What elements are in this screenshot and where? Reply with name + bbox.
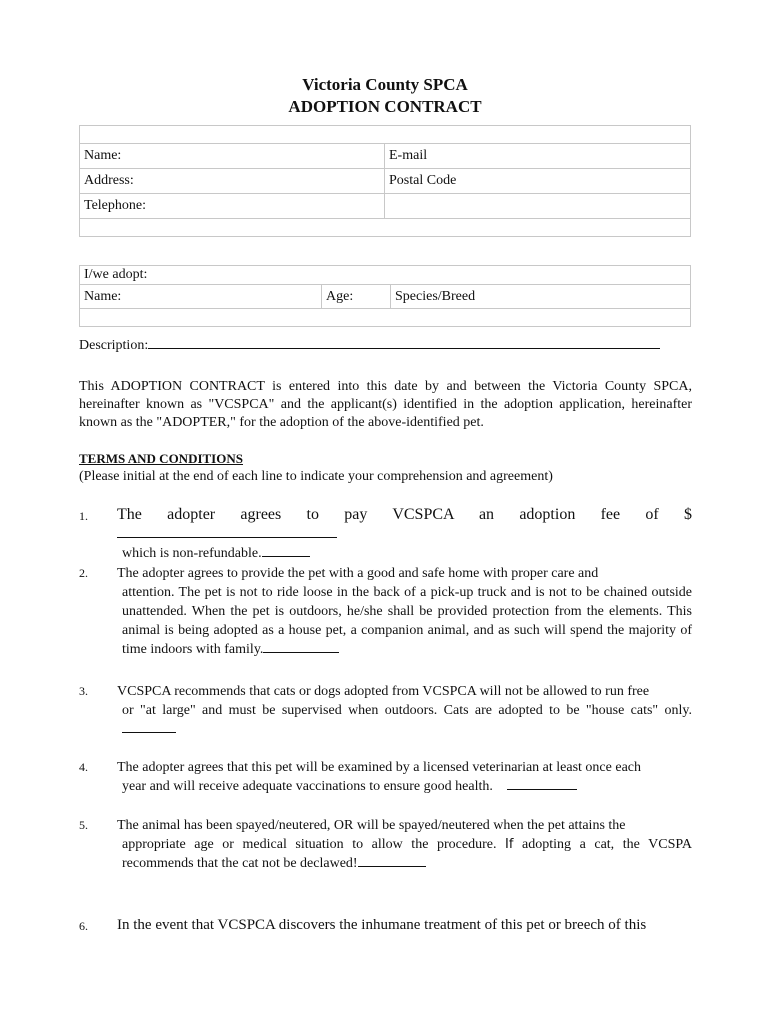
table-bottom-spacer <box>80 219 691 237</box>
initial-blank[interactable] <box>358 866 426 867</box>
applicant-address-field[interactable] <box>80 169 385 194</box>
initial-blank[interactable] <box>262 556 310 557</box>
terms-instruction: (Please initial at the end of each line to indicate your comprehension and agreement) <box>79 469 553 484</box>
term-item <box>79 682 692 739</box>
postal-code-label: Postal Code <box>389 173 457 188</box>
term-text: In the event that VCSPCA discovers the inhumane treatment of this pet or breech of this <box>117 917 647 933</box>
term-item <box>79 564 692 659</box>
name-label: Name: <box>84 148 122 163</box>
term-number: 4. <box>79 760 88 774</box>
initial-blank[interactable] <box>507 789 577 790</box>
pet-name-label: Name: <box>84 288 122 304</box>
term-number: 6. <box>79 919 88 933</box>
term-text-cont: attention. The pet is not to ride loose in the back of a pick-up truck and is not to be chained outside unattended. When the pet is outdoors, he/she shall be provided protection from the elements. This animal is being adopted as a house pet, a companion animal, and as such will spend the majority of time indoors with family. <box>122 585 692 657</box>
term-text: The adopter agrees that this pet will be examined by a licensed veterinarian at least once each <box>117 760 641 775</box>
description-blank[interactable] <box>148 334 660 349</box>
term-text: The adopter agrees to provide the pet with a good and safe home with proper care and <box>117 566 599 581</box>
pet-age-field[interactable] <box>322 285 391 309</box>
term-text-cont: year and will receive adequate vaccinations to ensure good health. <box>122 779 493 794</box>
adopt-label: I/we adopt: <box>84 267 148 282</box>
pet-species-field[interactable] <box>391 285 691 309</box>
applicant-postal-code-field[interactable] <box>385 169 691 194</box>
species-label: Species/Breed <box>395 288 476 304</box>
document-title: ADOPTION CONTRACT <box>288 97 482 116</box>
fee-blank[interactable] <box>117 537 337 538</box>
term-text: The animal has been spayed/neutered, OR will be spayed/neutered when the pet attains the <box>117 818 626 833</box>
description-line[interactable] <box>79 334 691 355</box>
term-number: 2. <box>79 566 88 580</box>
empty-field[interactable] <box>385 194 691 219</box>
initial-blank[interactable] <box>122 732 176 733</box>
description-label: Description: <box>79 338 149 353</box>
table-top-spacer <box>80 126 691 144</box>
pet-table-spacer <box>80 309 691 327</box>
intro-paragraph: This ADOPTION CONTRACT is entered into this date by and between the Victoria County SPCA, hereinafter known as "VCSPCA" and the applicant(s) identified in the adoption application, hereinafter known as the "ADOPTER," for the adoption of the above-identified pet. <box>79 379 692 430</box>
pet-info-table <box>79 265 691 327</box>
address-label: Address: <box>84 173 134 188</box>
term-number: 1. <box>79 509 88 523</box>
applicant-info-table <box>79 125 691 237</box>
term-number: 3. <box>79 684 88 698</box>
term-text-cont: or "at large" and must be supervised when outdoors. Cats are adopted to be "house cats" only. <box>122 703 692 718</box>
telephone-label: Telephone: <box>84 198 146 213</box>
term-number: 5. <box>79 818 88 832</box>
pet-name-field[interactable] <box>80 285 322 309</box>
initial-blank[interactable] <box>263 652 339 653</box>
term-item <box>79 505 692 563</box>
terms-heading: TERMS AND CONDITIONS <box>79 451 243 466</box>
applicant-telephone-field[interactable] <box>80 194 385 219</box>
applicant-name-field[interactable] <box>80 144 385 169</box>
term-text: The adopter agrees to pay VCSPCA an adoption fee of $ <box>117 506 692 523</box>
term-text-cont: which is non-refundable. <box>122 546 262 561</box>
adopt-row <box>80 266 691 285</box>
term-item <box>79 758 692 796</box>
term-text-cont: appropriate age or medical situation to allow the procedure. <box>122 837 497 852</box>
term-item <box>79 916 692 935</box>
email-label: E-mail <box>389 148 428 163</box>
applicant-email-field[interactable] <box>385 144 691 169</box>
term-text-cont2: adopting a cat, the VCSPA recommends that the cat not be declawed! <box>122 837 693 871</box>
term-item <box>79 816 692 873</box>
term-text: VCSPCA recommends that cats or dogs adopted from VCSPCA will not be allowed to run free <box>117 684 650 699</box>
pet-age-label: Age: <box>326 288 354 304</box>
term-text-if: If <box>505 837 514 852</box>
organization-title: Victoria County SPCA <box>302 75 468 94</box>
